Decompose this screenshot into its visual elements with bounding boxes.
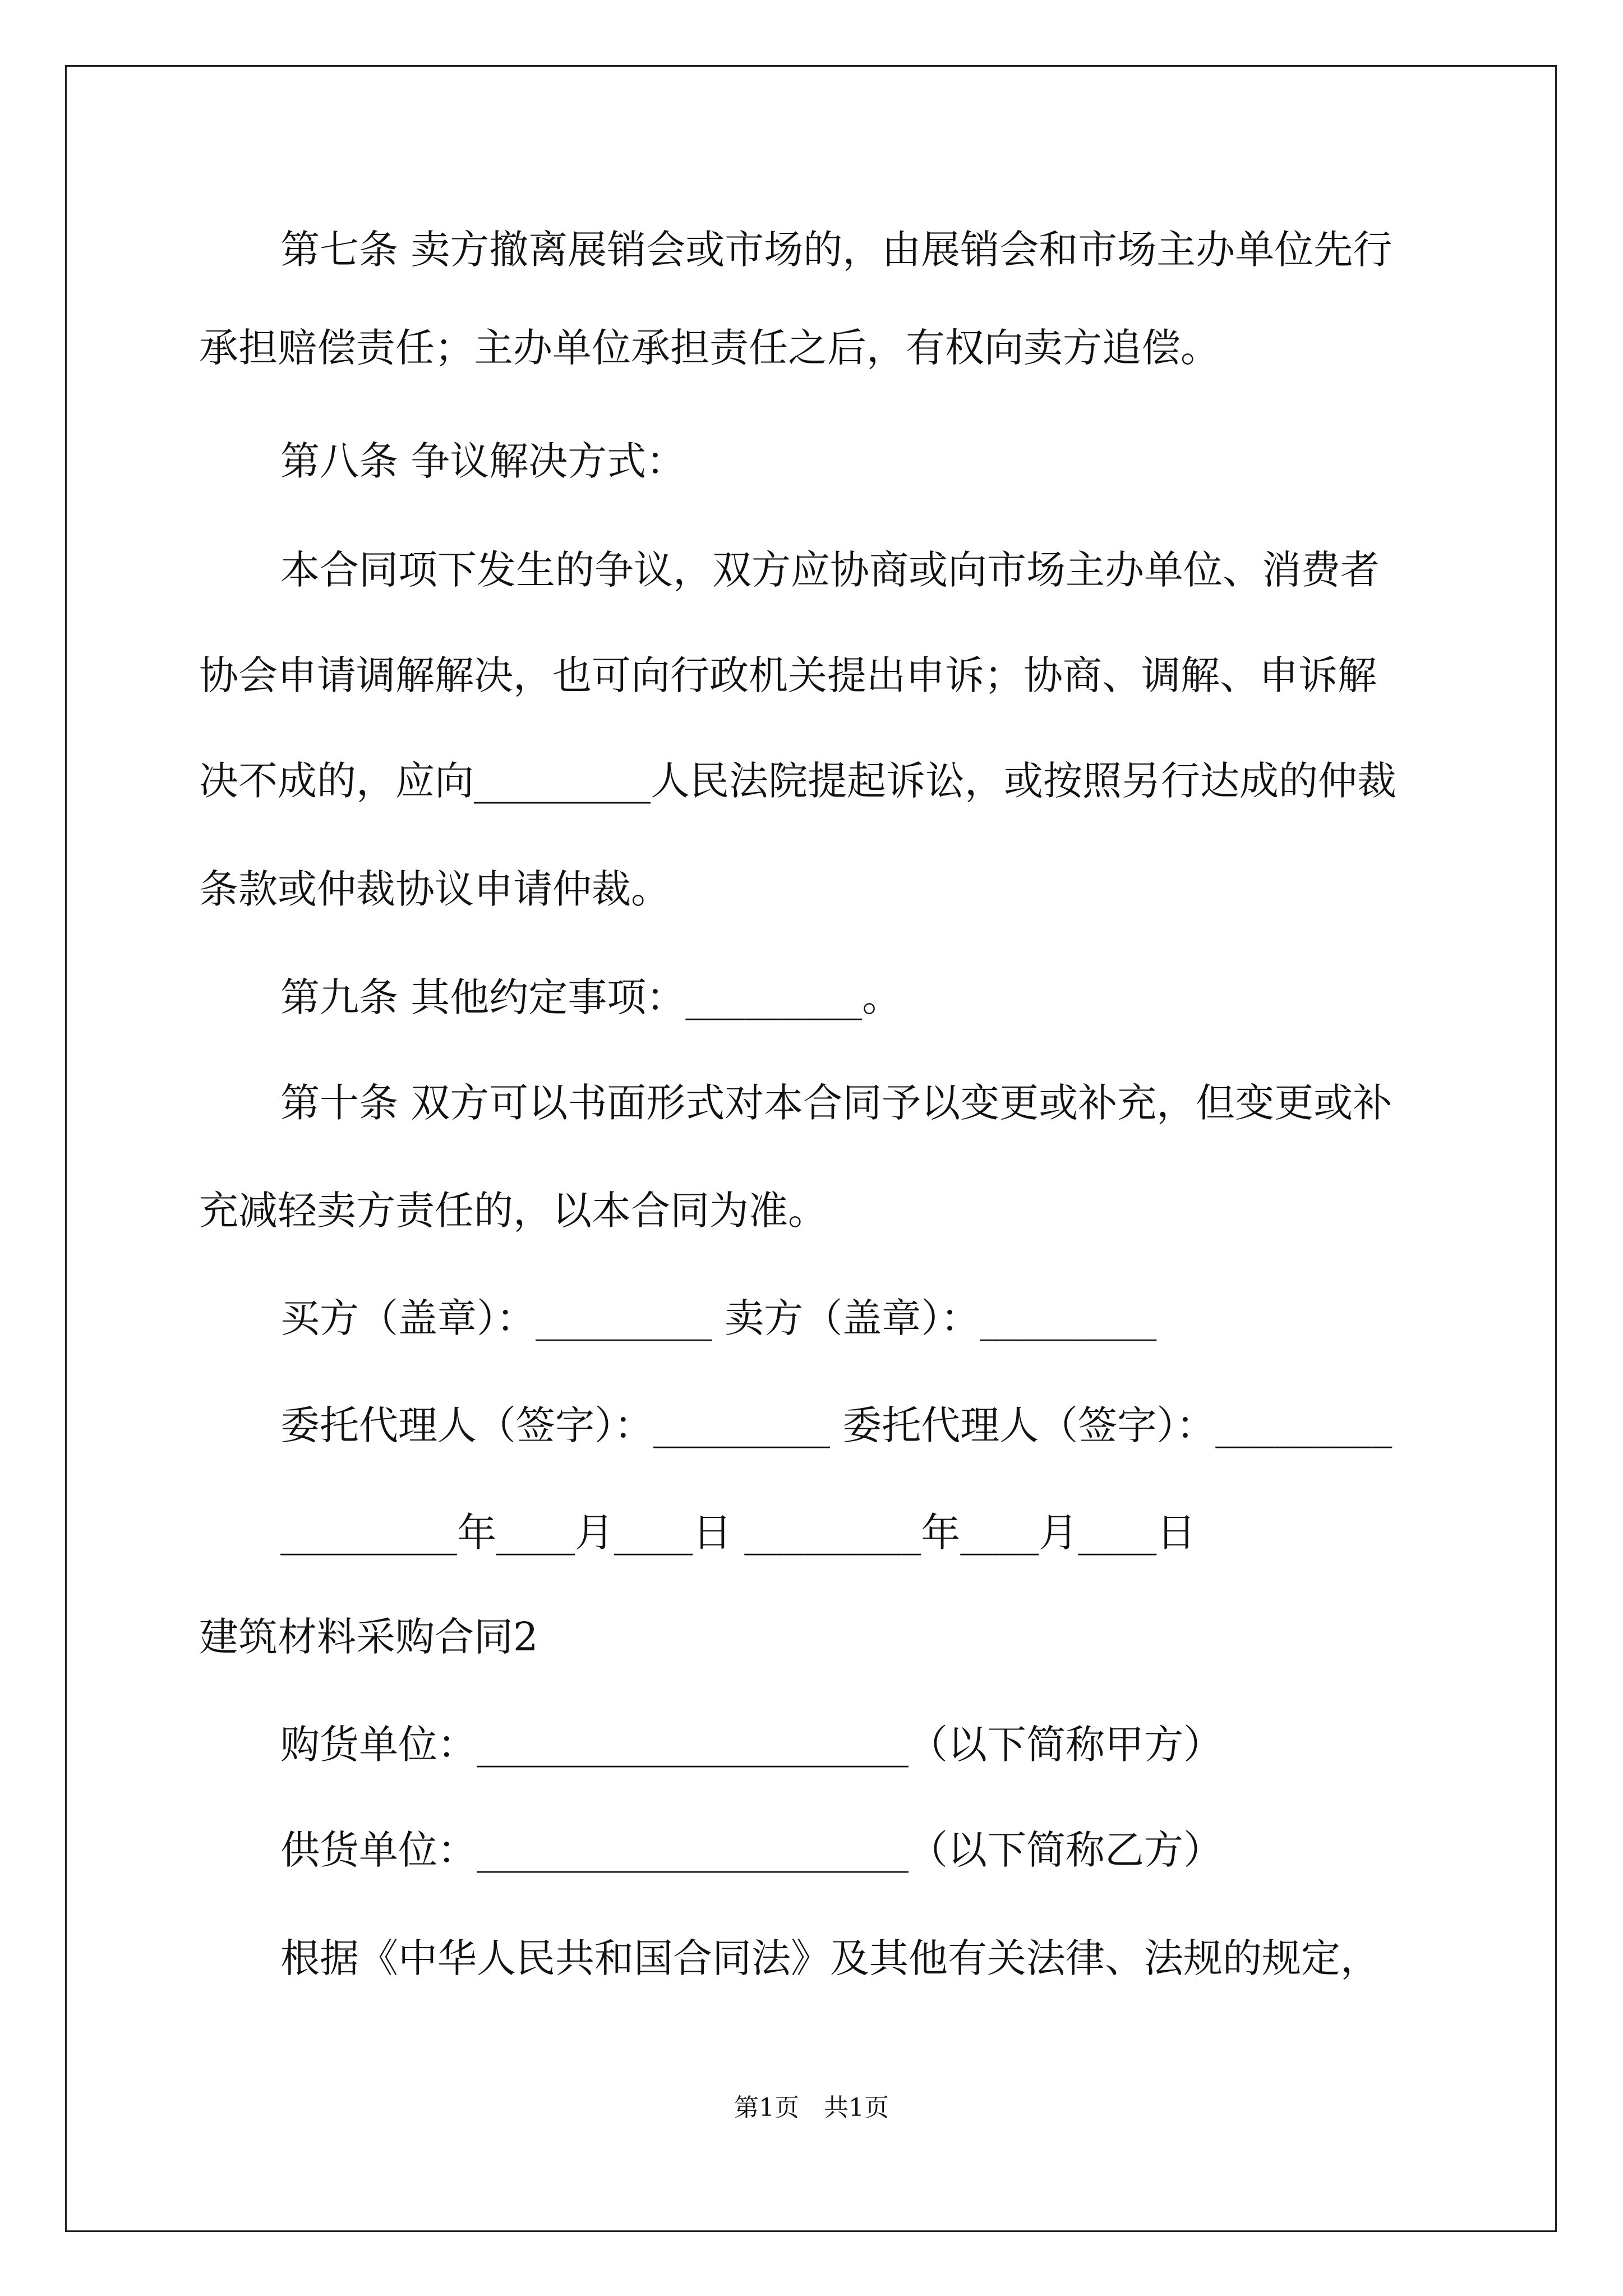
signature-seal-line: 买方（盖章）：_________ 卖方（盖章）：_________ [280,1295,1157,1341]
buyer-unit-line: 购货单位：______________________（以下简称甲方） [280,1722,1223,1768]
section-title: 建筑材料采购合同2 [199,1614,538,1660]
paragraph-dispute-line-1: 本合同项下发生的争议，双方应协商或向市场主办单位、消费者 [280,547,1380,593]
supplier-unit-line: 供货单位：______________________（以下简称乙方） [280,1827,1223,1873]
paragraph-article-7-line-1: 第七条 卖方撤离展销会或市场的，由展销会和市场主办单位先行 [280,227,1393,273]
paragraph-article-10-line-2: 充减轻卖方责任的，以本合同为准。 [199,1188,827,1234]
paragraph-article-8-heading: 第八条 争议解决方式： [280,438,686,484]
paragraph-article-9: 第九条 其他约定事项：_________。 [280,974,902,1020]
paragraph-dispute-line-4: 条款或仲裁协议申请仲裁。 [199,866,670,912]
page-border [65,65,1557,2232]
paragraph-dispute-line-2: 协会申请调解解决，也可向行政机关提出申诉；协商、调解、申诉解 [199,652,1377,698]
paragraph-dispute-line-3: 决不成的，应向_________人民法院提起诉讼，或按照另行达成的仲裁 [199,758,1396,804]
page-footer: 第1页 共1页 [734,2093,889,2122]
paragraph-article-10-line-1: 第十条 双方可以书面形式对本合同予以变更或补充，但变更或补 [280,1080,1393,1126]
legal-basis-line: 根据《中华人民共和国合同法》及其他有关法律、法规的规定， [280,1935,1380,1981]
signature-date-line: _________年____月____日 _________年____月____日 [280,1510,1196,1556]
signature-agent-line: 委托代理人（签字）：_________ 委托代理人（签字）：_________ [280,1402,1393,1448]
paragraph-article-7-line-2: 承担赔偿责任；主办单位承担责任之后，有权向卖方追偿。 [199,325,1220,371]
